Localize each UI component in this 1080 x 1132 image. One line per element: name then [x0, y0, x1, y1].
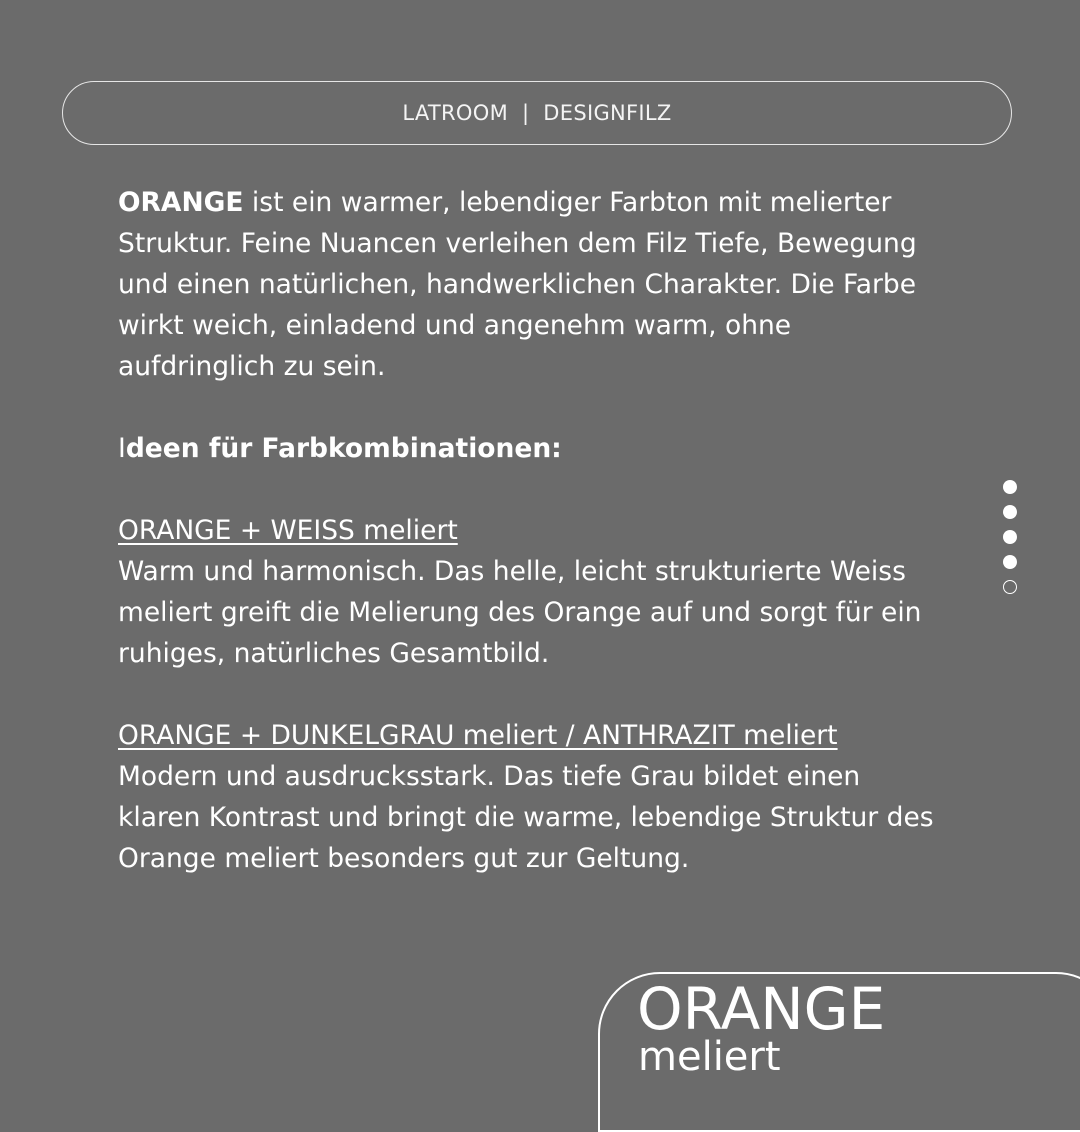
- header-separator: |: [521, 101, 530, 125]
- pagination-dot[interactable]: [1003, 555, 1017, 569]
- product-name: DESIGNFILZ: [543, 101, 672, 125]
- pagination-dot[interactable]: [1003, 505, 1017, 519]
- description-content: [118, 182, 948, 879]
- header-text: [402, 101, 671, 125]
- brand-name: LATROOM: [402, 101, 508, 125]
- combination-title-white: ORANGE + WEISS meliert: [118, 515, 458, 546]
- header-pill: [62, 81, 1012, 145]
- pagination-dot[interactable]: [1003, 530, 1017, 544]
- color-highlight: ORANGE: [118, 187, 244, 218]
- pagination-dot-current[interactable]: [1003, 580, 1017, 594]
- ideas-heading: [118, 428, 948, 469]
- intro-text: ist ein warmer, lebendiger Farbton mit melierter Struktur. Feine Nuancen verleihen dem Filz Tiefe, Bewegung und einen natürlichen, handwerklichen Charakter. Die Farbe wirkt weich, einladend und angenehm warm, ohne aufdringlich zu sein.: [118, 187, 917, 382]
- combination-description-darkgrey: Modern und ausdrucksstark. Das tiefe Grau bildet einen klaren Kontrast und bringt die warme, lebendige Struktur des Orange meliert besonders gut zur Geltung.: [118, 761, 934, 874]
- intro-paragraph: [118, 182, 948, 387]
- combination-title-darkgrey: ORANGE + DUNKELGRAU meliert / ANTHRAZIT meliert: [118, 720, 838, 751]
- color-name-title: ORANGE: [637, 975, 886, 1043]
- color-name-subtitle: meliert: [638, 1034, 781, 1080]
- ideas-heading-first-letter: I: [118, 433, 126, 464]
- pagination-dots[interactable]: [1003, 480, 1019, 605]
- ideas-heading-text: deen für Farbkombinationen:: [125, 433, 562, 464]
- pagination-dot[interactable]: [1003, 480, 1017, 494]
- combination-description-white: Warm und harmonisch. Das helle, leicht strukturierte Weiss meliert greift die Melierung des Orange auf und sorgt für ein ruhiges, natürliches Gesamtbild.: [118, 556, 922, 669]
